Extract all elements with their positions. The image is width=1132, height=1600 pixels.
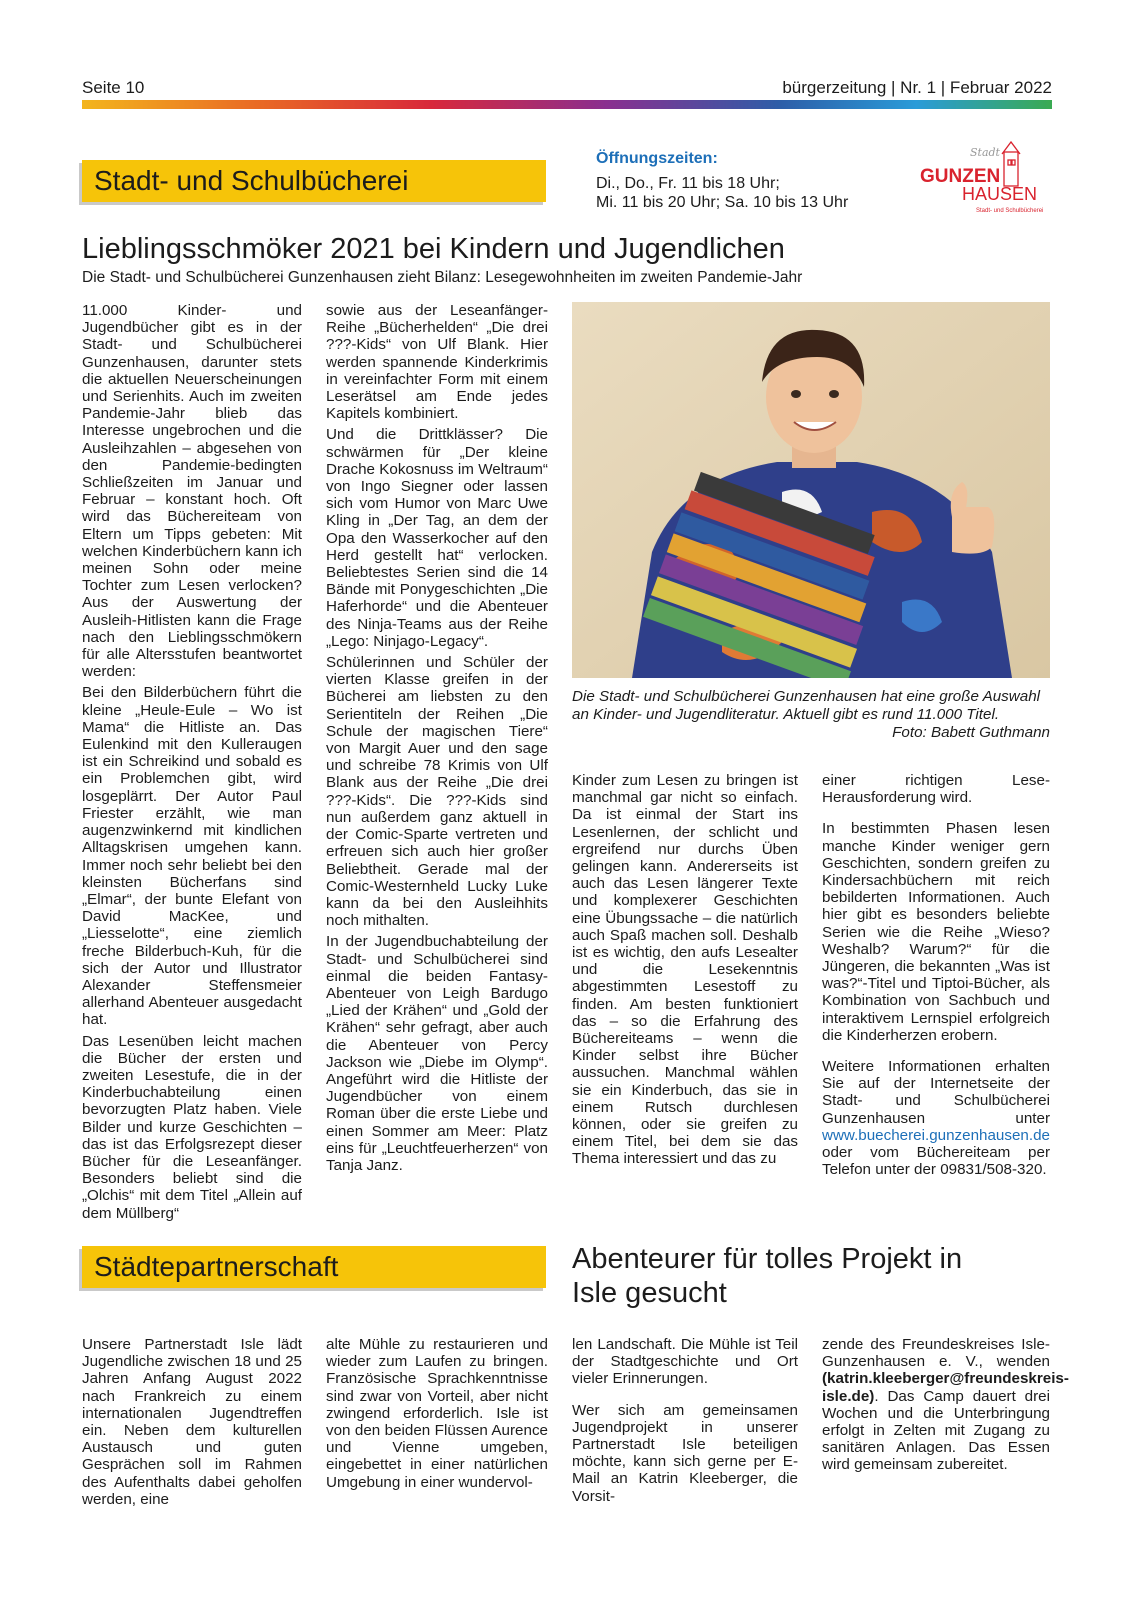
paragraph: sowie aus der Leseanfänger-Reihe „Bücherhelden“ „Die drei ???-Kids“ von Ulf Blank. Hier werden spannende Kinderkrimis in vereinfachter Form mit einem Leserätsel am Ende jedes Kapitels kombiniert. — [326, 302, 548, 423]
article-2-column-1 — [82, 1336, 302, 1512]
opening-hours-line-2: Mi. 11 bis 20 Uhr; Sa. 10 bis 13 Uhr — [596, 194, 849, 211]
paragraph: Bei den Bilderbüchern führt die kleine „Heule-Eule – Wo ist Mama“ die Hitliste an. Das Eulenkind mit den Kulleraugen ist ein Schreikind und sobald es ein Problemchen gibt, wird losgeplärrt. Der Autor Paul Friester erzählt, wie man augenzwinkernd mit kindlichen Alltagskrisen umgehen kann. Immer noch sehr beliebt bei den kleinsten Bücherfans sind „Elmar“, der bunte Elefant von David MacKee, und „Liesselotte“, eine ziemlich freche Bilderbuch-Kuh, für die sich der Autor und Illustrator Alexander Steffensmeier allerhand Abenteuer ausgedacht hat. — [82, 684, 302, 1029]
contact-text-end: . Das Camp dauert drei Wochen und die Unterbringung erfolgt in Zelten mit Zugang zu sanitären Anlagen. Das Essen wird gemeinsam zubereitet. — [822, 1387, 1050, 1474]
photo-caption — [572, 688, 1050, 742]
paragraph: Und die Drittklässer? Die schwärmen für „Der kleine Drache Kokosnuss im Weltraum“ von Ingo Siegner oder lassen sich vom Humor von Marc Uwe Kling in „Der Tag, an dem der Opa den Wasserkocher auf den Herd gestellt hat“ verlocken. Beliebtestes Serien sind die 14 Bände mit Ponygeschichten „Die Haferhorde“ und die Abenteuer des Ninja-Teams aus der Reihe „Lego: Ninjago-Legacy“. — [326, 426, 548, 650]
opening-hours — [596, 174, 848, 212]
paragraph-email — [822, 1336, 1069, 1474]
photo-credit: Foto: Babett Guthmann — [892, 724, 1050, 741]
library-website-link[interactable]: www.buecherei.gunzenhausen.de — [822, 1126, 1050, 1144]
logo-script-text: Stadt — [970, 146, 1000, 159]
article-column-4 — [822, 772, 1050, 1182]
paragraph: Wer sich am gemeinsamen Jugendprojekt in unserer Partnerstadt Isle beteiligen möchte, kann sich gerne per E-Mail an Katrin Kleeberger, die Vorsit- — [572, 1401, 798, 1505]
photo-boy-with-books — [572, 302, 1050, 678]
paragraph: Unsere Partnerstadt Isle lädt Jugendliche zwischen 18 und 25 Jahren Anfang August 2022 nach Frankreich zu einem internationalen Jugendtreffen ein. Neben dem kulturellen Austausch und guten Gesprächen soll im Rahmen des Aufenthalts dabei geholfen werden, eine — [82, 1336, 302, 1508]
paragraph: Das Lesenüben leicht machen die Bücher der ersten und zweiten Lesestufe, die in der Kinderbuchabteilung einen bevorzugten Platz haben. Viele Bilder und kurze Geschichten – das ist das Erfolgsrezept dieser Bücher für die Leseanfänger. Besonders beliebt sind die „Olchis“ mit dem Titel „Allein auf dem Müllberg“ — [82, 1032, 302, 1222]
contact-text-end: oder vom Büchereiteam per Telefon unter der 09831/508-320. — [822, 1144, 1050, 1179]
opening-hours-line-1: Di., Do., Fr. 11 bis 18 Uhr; — [596, 175, 780, 192]
article-2-column-2 — [326, 1336, 548, 1495]
contact-text: zende des Freundeskreises Isle-Gunzenhausen e. V., wenden — [822, 1336, 1050, 1371]
opening-hours-title: Öffnungszeiten: — [596, 150, 718, 167]
page-number: Seite 10 — [82, 78, 145, 97]
paragraph: Kinder zum Lesen zu bringen ist manchmal gar nicht so einfach. Da ist einmal der Start ins Lesenlernen, der schlicht und ergreifend nur durchs Üben gelingen kann. Andererseits ist auch das Lesen längerer Texte und komplexerer Geschichten eine Übungssache – die natürlich auch Spaß machen soll. Deshalb ist es wichtig, den aufs Lesealter und die Lesekenntnis abgestimmten Lesestoff zu finden. Am besten funktioniert das – so die Erfahrung des Büchereiteams – wenn die Kinder selbst ihre Bücher aussuchen. Manchmal wählen sie ein Kinderbuch, das sie in einem Rutsch durchlesen können, oder sie greifen zu einem Titel, bei dem sie das Thema interessiert und das zu — [572, 772, 798, 1168]
logo-word-1: GUNZEN — [920, 166, 1001, 187]
gunzenhausen-logo — [918, 140, 1050, 218]
article-column-2 — [326, 302, 548, 1178]
article-subtitle: Die Stadt- und Schulbücherei Gunzenhausen zieht Bilanz: Lesegewohnheiten im zweiten Pandemie-Jahr — [82, 269, 803, 286]
article-2-title: Abenteurer für tolles Projekt in Isle gesucht — [572, 1243, 963, 1309]
paragraph: In der Jugendbuchabteilung der Stadt- und Schulbücherei sind einmal die beiden Fantasy-Abenteuer von Leigh Bardugo „Lied der Krähen“ und „Gold der Krähen“ sehr gefragt, aber auch die Abenteuer von Percy Jackson wie „Diebe im Olymp“. Angeführt wird die Hitliste der Jugendbücher von einem Roman über die erste Liebe und einen Sommer am Meer: Platz eins für „Leuchtfeuerherzen“ von Tanja Janz. — [326, 933, 548, 1174]
paragraph: Schülerinnen und Schüler der vierten Klasse greifen in der Bücherei am liebsten zu den Serientiteln der Reihen „Die Schule der magischen Tiere“ von Margit Auer und den sage und schreibe 78 Krimis von Ulf Blank aus der Reihe „Die drei ???-Kids“. Die ???-Kids sind nun außerdem ganz aktuell in der Comic-Sparte vertreten und erfreuen sich auch hier großer Beliebtheit. Gerade mal der Comic-Westernheld Lucky Luke kann da bei den Ausleihhits noch mithalten. — [326, 654, 548, 930]
section-label-partnership: Städtepartnerschaft — [82, 1246, 546, 1288]
caption-text: Die Stadt- und Schulbücherei Gunzenhausen hat eine große Auswahl an Kinder- und Jugendliteratur. Aktuell gibt es rund 11.000 Titel. — [572, 688, 1041, 723]
article-column-3 — [572, 772, 798, 1172]
paragraph-contact — [822, 1058, 1050, 1178]
publication-info: bürgerzeitung | Nr. 1 | Februar 2022 — [782, 78, 1052, 97]
paragraph: alte Mühle zu restaurieren und wieder zum Laufen zu bringen. Französische Sprachkenntnisse sind zwar von Vorteil, aber nicht zwingend erforderlich. Isle ist von den beiden Flüssen Aurence und Vienne umgeben, eingebettet in einer natürlichen Umgebung in einer wundervol- — [326, 1336, 548, 1491]
paragraph: 11.000 Kinder- und Jugendbücher gibt es in der Stadt- und Schulbücherei Gunzenhausen, darunter stets die aktuellen Neuerscheinungen und Serienhits. Auch im zweiten Pandemie-Jahr blieb das Interesse ungebrochen und die Ausleihzahlen – abgesehen von den Pandemie-bedingten Schließzeiten im Januar und Februar – konstant hoch. Oft wird das Büchereiteam von Eltern um Tipps gebeten: Mit welchen Kinderbüchern kann ich meinen Sohn oder meine Tochter zum Lesen verlocken? Aus der Auswertung der Ausleih-Hitlisten kann die Frage nach den Lieblingsschmökern für alle Altersstufen beantwortet werden: — [82, 302, 302, 681]
email-address[interactable]: (katrin.kleeberger@freundeskreis-isle.de) — [822, 1370, 1069, 1405]
paragraph: einer richtigen Lese-Herausforderung wird. — [822, 772, 1050, 807]
paragraph: len Landschaft. Die Mühle ist Teil der Stadtgeschichte und Ort vieler Erinnerungen. — [572, 1336, 798, 1388]
article-title: Lieblingsschmöker 2021 bei Kindern und Jugendlichen — [82, 233, 785, 265]
article-2-column-4 — [822, 1336, 1069, 1478]
contact-text: Weitere Informationen erhalten Sie auf der Internetseite der Stadt- und Schulbücherei Gunzenhausen unter — [822, 1058, 1050, 1127]
article-column-1 — [82, 302, 302, 1226]
logo-word-2: HAUSEN — [962, 184, 1038, 204]
section-label-library: Stadt- und Schulbücherei — [82, 160, 546, 202]
rainbow-divider — [82, 100, 1052, 109]
logo-small-text: Stadt- und Schulbücherei — [976, 208, 1044, 214]
article-2-column-3 — [572, 1336, 798, 1509]
paragraph: In bestimmten Phasen lesen manche Kinder weniger gern Geschichten, sondern greifen zu Kindersachbüchern mit reich bebilderten Informationen. Auch hier gibt es besonders beliebte Serien wie die Reihe „Wieso? Weshalb? Warum?“ für die Jüngeren, die bekannten „Was ist was?“-Titel und Tiptoi-Bücher, als Kombination von Sachbuch und interaktivem Lernspiel erfolgreich die Kinderherzen erobern. — [822, 820, 1050, 1044]
